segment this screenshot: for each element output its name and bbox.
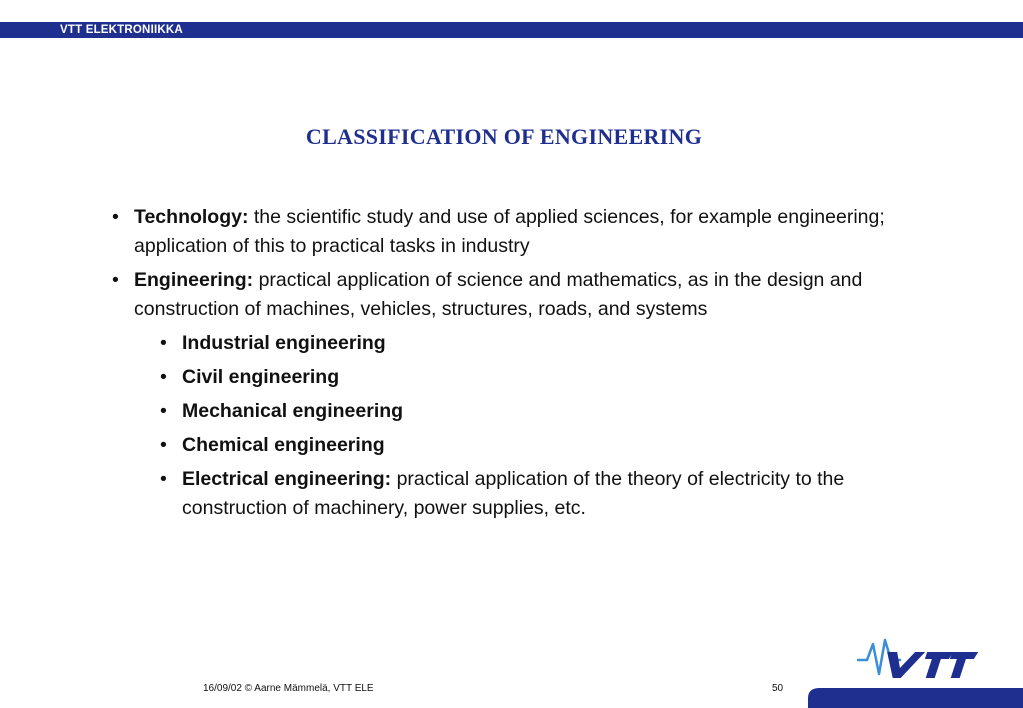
bullet-text: practical application of science and mathematics, as in the design and construction of machines, vehicles, structures, roads, and systems [134, 269, 863, 320]
sub-bullet-term: Chemical engineering [182, 434, 385, 456]
sub-bullet-mechanical [160, 397, 912, 426]
sub-bullet-term: Civil engineering [182, 366, 340, 388]
bullet-glyph: • [160, 434, 167, 456]
vtt-logo-icon [855, 634, 980, 684]
bullet-glyph: • [160, 468, 167, 490]
bullet-item-technology [112, 203, 912, 261]
page-number: 50 [772, 683, 784, 694]
bullet-glyph: • [112, 206, 119, 228]
org-label: VTT ELEKTRONIIKKA [60, 24, 183, 36]
bullet-glyph: • [160, 332, 167, 354]
bullet-term: Technology: [134, 206, 249, 228]
sub-bullet-list [160, 329, 912, 523]
bullet-item-engineering [112, 266, 912, 324]
footer-corner-shape [808, 688, 1023, 708]
slide-title: CLASSIFICATION OF ENGINEERING [305, 124, 703, 149]
header-bar [0, 22, 1023, 38]
sub-bullet-civil [160, 363, 912, 392]
bullet-list [112, 203, 912, 528]
sub-bullet-industrial [160, 329, 912, 358]
bullet-glyph: • [160, 400, 167, 422]
sub-bullet-electrical [160, 465, 912, 523]
sub-bullet-chemical [160, 431, 912, 460]
bullet-term: Engineering: [134, 269, 254, 291]
sub-bullet-text: practical application of the theory of electricity to the construction of machinery, power supplies, etc. [182, 468, 845, 519]
sub-bullet-term: Electrical engineering: [182, 468, 392, 490]
footer-credit: 16/09/02 © Aarne Mämmelä, VTT ELE [203, 683, 374, 694]
bullet-glyph: • [160, 366, 167, 388]
sub-bullet-term: Mechanical engineering [182, 400, 404, 422]
bullet-glyph: • [112, 269, 119, 291]
sub-bullet-term: Industrial engineering [182, 332, 386, 354]
bullet-text: the scientific study and use of applied sciences, for example engineering; application of this to practical tasks in industry [134, 206, 885, 257]
